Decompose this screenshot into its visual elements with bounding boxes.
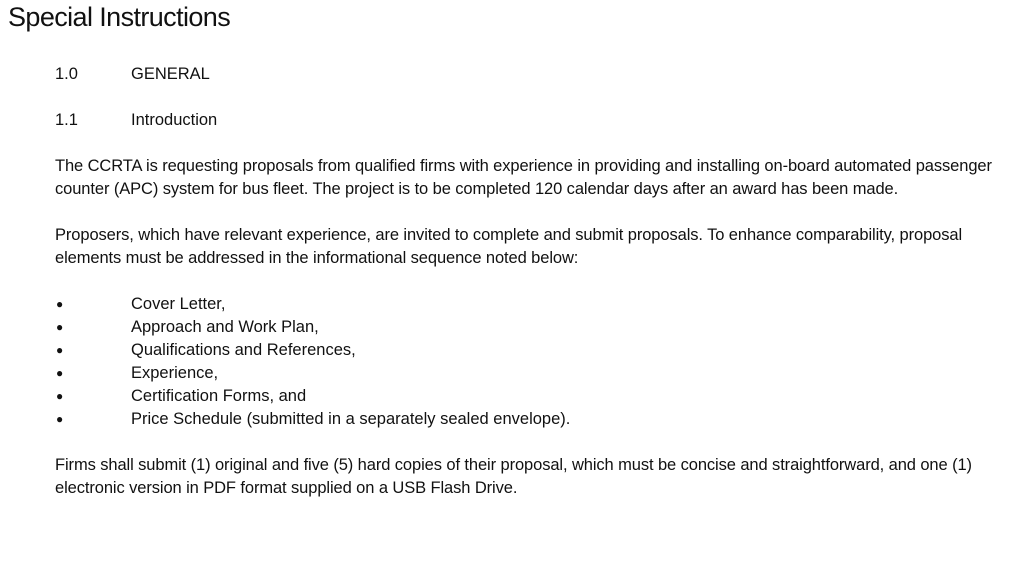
section-heading-introduction <box>55 109 1021 132</box>
bullet-icon: ● <box>56 412 64 426</box>
proposers-paragraph: Proposers, which have relevant experience, are invited to complete and submit proposals. To enhance comparability, proposal elements must be addressed in the informational sequence noted below: <box>55 226 963 267</box>
list-item <box>55 339 1021 362</box>
closing-paragraph: Firms shall submit (1) original and five (5) hard copies of their proposal, which must be concise and straightforward, and one (1) electronic version in PDF format supplied on a USB Flash Drive. <box>55 456 972 497</box>
document-body <box>55 63 1021 523</box>
section-number: 1.1 <box>55 111 78 129</box>
list-item <box>55 362 1021 385</box>
bullet-icon: ● <box>56 320 64 334</box>
list-item <box>55 316 1021 339</box>
proposal-elements-list <box>55 293 1021 431</box>
bullet-icon: ● <box>56 389 64 403</box>
list-item <box>55 385 1021 408</box>
bullet-icon: ● <box>56 343 64 357</box>
list-item <box>55 408 1021 431</box>
list-item-text: Qualifications and References, <box>131 341 356 359</box>
page-title: Special Instructions <box>8 2 231 32</box>
intro-paragraph: The CCRTA is requesting proposals from qualified firms with experience in providing and installing on-board automated passenger counter (APC) system for bus fleet. The project is to be completed 120 calendar days after an award has been made. <box>55 157 992 198</box>
list-item-text: Certification Forms, and <box>131 387 307 405</box>
list-item-text: Cover Letter, <box>131 295 226 313</box>
section-label: GENERAL <box>131 65 210 83</box>
list-item-text: Experience, <box>131 364 219 382</box>
list-item <box>55 293 1021 316</box>
section-label: Introduction <box>131 111 218 129</box>
list-item-text: Price Schedule (submitted in a separately sealed envelope). <box>131 410 571 428</box>
list-item-text: Approach and Work Plan, <box>131 318 319 336</box>
section-heading-general <box>55 63 1021 86</box>
section-number: 1.0 <box>55 65 78 83</box>
bullet-icon: ● <box>56 366 64 380</box>
bullet-icon: ● <box>56 297 64 311</box>
